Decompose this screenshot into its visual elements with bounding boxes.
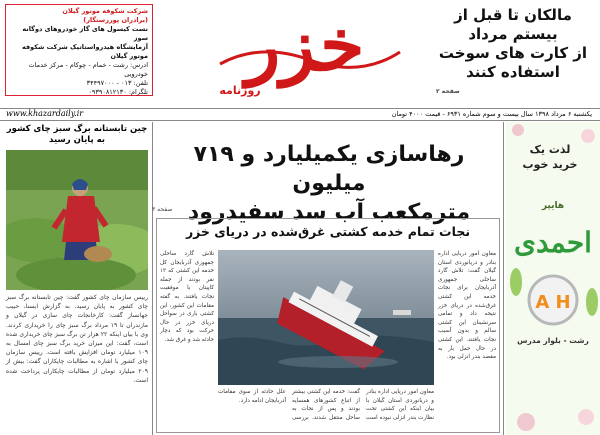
logo-text: خزر	[245, 2, 365, 87]
brand-prefix: هایپر	[541, 201, 565, 211]
tagline-line: خرید خوب	[522, 158, 578, 171]
ship-story-body-bottom: معاون امور دریایی اداره بنادر و دریانوردی استان گیلان با بیان اینکه این کشتی تحت نظارت بندر انزلی نبوده است گفت: خدمه این کشتی بیشتر از اتباع کشورهای همسایه بودند و پس از نجات به ساحل منتقل شدند. بررسی علل حادثه از سوی مقامات آذربایجان ادامه دارد.	[218, 389, 434, 421]
ad-line: تلگرام: ۰۹۳۹۰۸۱۲۱۳۰	[88, 88, 148, 96]
logo-subtext: روزنامه	[219, 84, 261, 97]
masthead-advertisement	[5, 4, 153, 96]
column-divider	[152, 122, 153, 435]
ad-line: (برادران پوررستگار)	[83, 16, 148, 24]
newspaper-logo[interactable]	[200, 2, 410, 100]
ad-tagline	[508, 142, 592, 172]
ad-line: تلفن: ۰۱۳ - ۳۴۴۹۷۰۰۰	[86, 79, 148, 87]
lede-line: استفاده کنند	[466, 63, 560, 81]
lede-headline[interactable]	[432, 6, 594, 101]
main-headline[interactable]	[160, 140, 498, 227]
website-link[interactable]: www.khazardaily.ir	[6, 109, 84, 118]
hypermarket-advertisement[interactable]	[506, 122, 600, 435]
lede-line: مالکان تا قبل از	[454, 6, 572, 24]
tea-story-body: رییس سازمان چای کشور گفت: چین تابستانه برگ سبز چای کشور به پایان رسید. به گزارش ایسنا، حبیب جهانساز گفت: کارخانجات چای سازی در گیلان و مازندران تا ۱۹ مرداد برگ سبز چای را خریداری کردند. وی با بیان اینکه ۲۲ هزار تن برگ سبز چای خریداری شده است، گفت: این میزان خرید برگ سبز چای امسال به ۱۰۹ میلیارد تومان افزایش یافته است. رییس سازمان چای کشور با اشاره به مطالبات چایکاران گفت: بیش از ۲۰۹ میلیارد تومان از مطالبات چایکاران پرداخت شده است.	[6, 294, 148, 384]
lede-line: بیستم مرداد	[468, 25, 558, 43]
tagline-line: لذت یک	[529, 143, 571, 156]
headline-line: رهاسازی یکمیلیارد و ۷۱۹ میلیون	[193, 142, 465, 196]
dateline: یکشنبه ۶ مرداد ۱۳۹۸ سال بیست و سوم شماره ۶۹۳۱ - قیمت ۴۰۰۰ تومان	[391, 110, 592, 118]
tea-story-headline[interactable]: چین تابستانه برگ سبز چای کشور به پایان رسید	[6, 124, 148, 145]
ad-line: شرکت شکوفه موتور گیلان	[62, 7, 148, 15]
logo-graphic	[200, 2, 410, 100]
page-reference: صفحه ۳	[152, 206, 173, 213]
ad-address: رشت - بلوار مدرس	[517, 336, 589, 345]
page-reference: صفحه ۲	[436, 88, 460, 95]
ship-story-title[interactable]: نجات تمام خدمه کشتی غرق‌شده در دریای خزر	[185, 224, 471, 239]
ad-line: نست کیسول های گاز خودروهای دوگانه سوز	[22, 25, 148, 42]
sinking-ship-photo[interactable]	[218, 250, 434, 385]
tea-picker-photo[interactable]	[6, 150, 148, 290]
headline-line: مترمکعب آب سد سفیدرود	[187, 200, 471, 225]
column-divider	[503, 122, 504, 435]
ad-line: آزمایشگاه هیدرواستاتیک شرکت شکوفه موتور گیلان	[21, 43, 148, 60]
ship-story-body-left: تلاش گارد ساحلی جمهوری آذربایجان کل خدمه این کشتی که ۱۳ نفر بودند از جمله کاپیتان با موفقیت نجات یافتند. به گفته مقامات این کشور، این کشتی باری در سواحل دریای خزر در حال حرکت بود که دچار حادثه شد و غرق شد.	[160, 251, 214, 343]
brand-logo: A H	[535, 292, 571, 313]
lede-line: از کارت های سوخت	[438, 44, 588, 62]
brand-name: احمدی	[514, 226, 592, 259]
ship-story-body-right: معاون امور دریایی اداره بنادر و دریانوردی استان گیلان گفت: تلاش گارد ساحلی جمهوری آذربایجان برای نجات خدمه این کشتی غرق‌شده در دریای خزر نتیجه داد و تمامی سرنشینان این کشتی سالم و بدون آسیب نجات یافتند. این کشتی در حال حمل بار به مقصد بندر انزلی بود.	[438, 251, 496, 361]
ad-line: ادرس: رشت - خمام - چوکام - مرکز خدمات خودرویی	[28, 61, 148, 78]
